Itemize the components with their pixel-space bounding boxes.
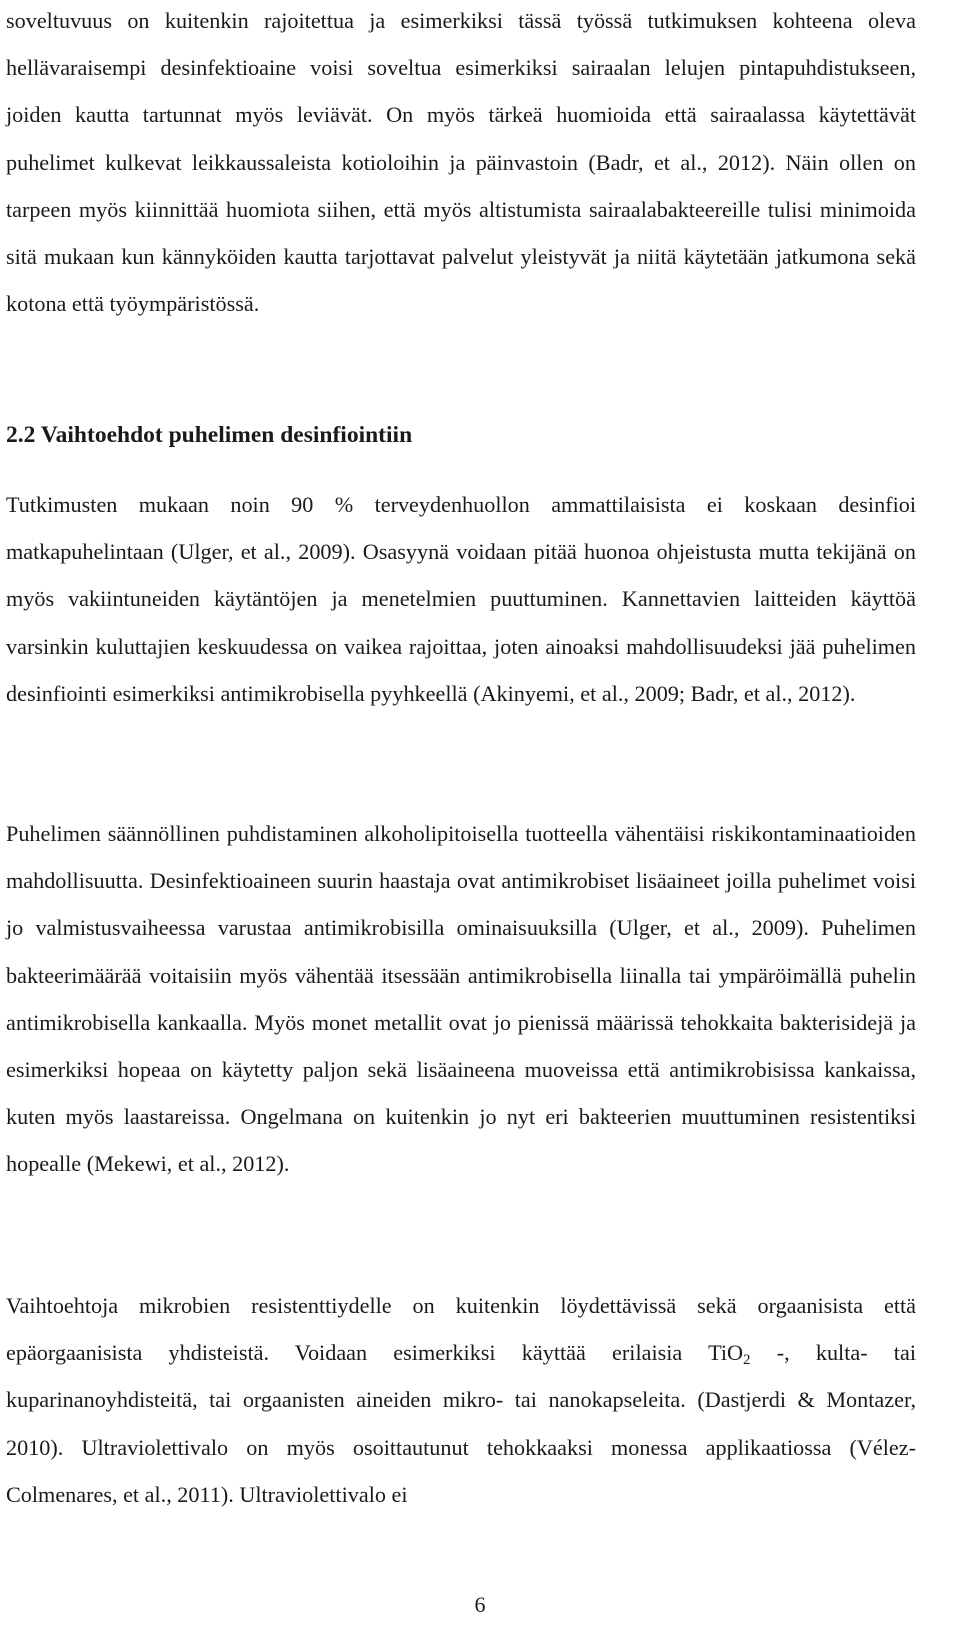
formula-base: TiO	[708, 1340, 744, 1366]
paragraph-4-text-end: -, kulta- tai kuparinanoyhdisteitä, tai orgaanisten aineiden mikro- tai nanokapseleita. (Dastjerdi & Montazer, 2010). Ultraviolettivalo on myös osoittautunut tehokkaaksi monessa applikaatiossa (Vélez-Colmenares, et al., 2011). Ultraviolettivalo ei	[6, 1340, 916, 1507]
section-heading: 2.2 Vaihtoehdot puhelimen desinfiointiin	[6, 422, 413, 448]
page-number: 6	[474, 1592, 486, 1617]
paragraph-3: Puhelimen säännöllinen puhdistaminen alkoholipitoisella tuotteella vähentäisi riskikontaminaatioiden mahdollisuutta. Desinfektioaineen suurin haastaja ovat antimikrobiset lisäaineet joilla puhelimet voisi jo valmistusvaiheessa varustaa antimikrobisilla ominaisuuksilla (Ulger, et al., 2009). Puhelimen bakteerimäärää voitaisiin myös vähentää itsessään antimikrobisella liinalla tai ympäröimällä puhelin antimikrobisella kankaalla. Myös monet metallit ovat jo pienissä määrissä tehokkaita bakterisidejä ja esimerkiksi hopeaa on käytetty paljon sekä lisäaineena muoveissa että antimikrobisissa kankaissa, kuten myös laastareissa. Ongelmana on kuitenkin jo nyt eri bakteerien muuttuminen resistentiksi hopealle (Mekewi, et al., 2012).	[6, 821, 916, 1177]
formula-subscript: 2	[743, 1352, 751, 1369]
chemical-formula	[708, 1340, 751, 1369]
paragraph-2: Tutkimusten mukaan noin 90 % terveydenhuollon ammattilaisista ei koskaan desinfioi matkapuhelintaan (Ulger, et al., 2009). Osasyynä voidaan pitää huonoa ohjeistusta mutta tekijänä on myös vakiintuneiden käytäntöjen ja menetelmien puuttuminen. Kannettavien laitteiden käyttöä varsinkin kuluttajien keskuudessa on vaikea rajoittaa, joten ainoaksi mahdollisuudeksi jää puhelimen desinfiointi esimerkiksi antimikrobisella pyyhkeellä (Akinyemi, et al., 2009; Badr, et al., 2012).	[6, 492, 916, 706]
paragraph-4-text-start: Vaihtoehtoja mikrobien resistenttiydelle on kuitenkin löydettävissä sekä orgaanisista että epäorgaanisista yhdisteistä. Voidaan esimerkiksi käyttää erilaisia	[6, 1293, 916, 1366]
paragraph-4	[6, 1282, 916, 1518]
paragraph-1: soveltuvuus on kuitenkin rajoitettua ja esimerkiksi tässä työssä tutkimuksen kohteena oleva hellävaraisempi desinfektioaine voisi soveltua esimerkiksi sairaalan lelujen pintapuhdistukseen, joiden kautta tartunnat myös leviävät. On myös tärkeä huomioida että sairaalassa käytettävät puhelimet kulkevat leikkaussaleista kotioloihin ja päinvastoin (Badr, et al., 2012). Näin ollen on tarpeen myös kiinnittää huomiota siihen, että myös altistumista sairaalabakteereille tulisi minimoida sitä mukaan kun kännyköiden kautta tarjottavat palvelut yleistyvät ja niitä käytetään jatkumona sekä kotona että työympäristössä.	[6, 8, 916, 317]
